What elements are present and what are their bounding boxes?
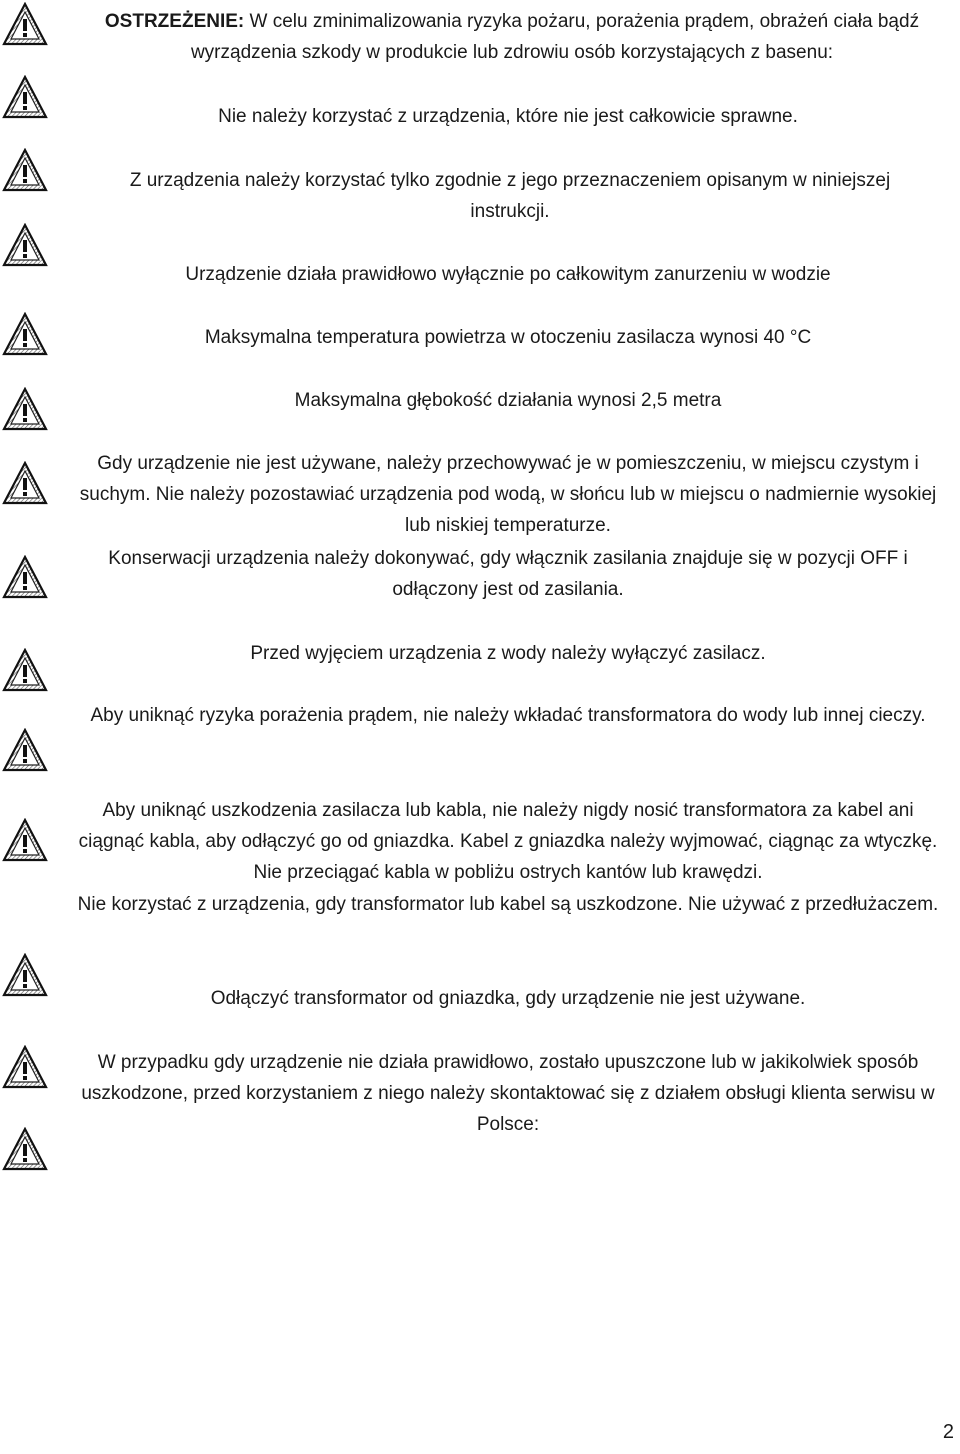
warning-text: W przypadku gdy urządzenie nie działa prawidłowo, zostało upuszczone lub w jakikolwiek sposób uszkodzone, przed korzystaniem z niego należy skontaktować się z działem obsługi klienta serwisu w Polsce: bbox=[81, 1052, 935, 1135]
warning-triangle-icon bbox=[2, 387, 48, 431]
warning-triangle-icon bbox=[2, 461, 48, 505]
warning-triangle-icon bbox=[2, 223, 48, 267]
warning-text: Aby uniknąć ryzyka porażenia prądem, nie należy wkładać transformatora do wody lub innej cieczy. bbox=[90, 705, 926, 726]
warning-triangle-icon bbox=[2, 1127, 48, 1171]
warning-text: Nie korzystać z urządzenia, gdy transformator lub kabel są uszkodzone. Nie używać z przedłużaczem. bbox=[77, 894, 939, 915]
warning-text: Maksymalna temperatura powietrza w otoczeniu zasilacza wynosi 40 °C bbox=[204, 327, 812, 348]
page-number: 2 bbox=[942, 1421, 954, 1443]
warning-text: Aby uniknąć uszkodzenia zasilacza lub kabla, nie należy nigdy nosić transformatora za kabel ani ciągnąć kabla, aby odłączyć go od gniazdka. Kabel z gniazdka należy wyjmować, ciągnąc za wtyczkę. Nie przeciągać kabla w pobliżu ostrych kantów lub krawędzi. bbox=[78, 800, 938, 883]
warning-triangle-icon bbox=[2, 2, 48, 46]
warning-intro-text: W celu zminimalizowania ryzyka pożaru, porażenia prądem, obrażeń ciała bądź wyrządzenia szkody w produkcie lub zdrowiu osób korzystających z basenu: bbox=[190, 11, 920, 63]
warning-label: OSTRZEŻENIE: bbox=[104, 11, 245, 32]
warning-text: Maksymalna głębokość działania wynosi 2,5 metra bbox=[294, 390, 722, 411]
warning-triangle-icon bbox=[2, 148, 48, 192]
warning-text: Przed wyjęciem urządzenia z wody należy wyłączyć zasilacz. bbox=[250, 643, 766, 664]
warning-triangle-icon bbox=[2, 312, 48, 356]
warning-triangle-icon bbox=[2, 818, 48, 862]
warning-text: Konserwacji urządzenia należy dokonywać, gdy włącznik zasilania znajduje się w pozycji OFF i odłączony jest od zasilania. bbox=[108, 548, 908, 600]
warning-intro bbox=[80, 6, 944, 68]
warning-triangle-icon bbox=[2, 953, 48, 997]
warning-text: Z urządzenia należy korzystać tylko zgodnie z jego przeznaczeniem opisanym w niniejszej instrukcji. bbox=[129, 170, 891, 222]
warning-text: Urządzenie działa prawidłowo wyłącznie po całkowitym zanurzeniu w wodzie bbox=[185, 264, 831, 285]
warning-text: Odłączyć transformator od gniazdka, gdy urządzenie nie jest używane. bbox=[210, 988, 806, 1009]
warning-triangle-icon bbox=[2, 75, 48, 119]
warning-text: Gdy urządzenie nie jest używane, należy przechowywać je w pomieszczeniu, w miejscu czystym i suchym. Nie należy pozostawiać urządzenia pod wodą, w słońcu lub w miejscu o nadmiernie wysokiej lub niskiej temperaturze. bbox=[79, 453, 937, 536]
warning-triangle-icon bbox=[2, 728, 48, 772]
warning-triangle-icon bbox=[2, 555, 48, 599]
warning-text: Nie należy korzystać z urządzenia, które nie jest całkowicie sprawne. bbox=[218, 106, 798, 127]
warning-triangle-icon bbox=[2, 648, 48, 692]
warning-triangle-icon bbox=[2, 1045, 48, 1089]
